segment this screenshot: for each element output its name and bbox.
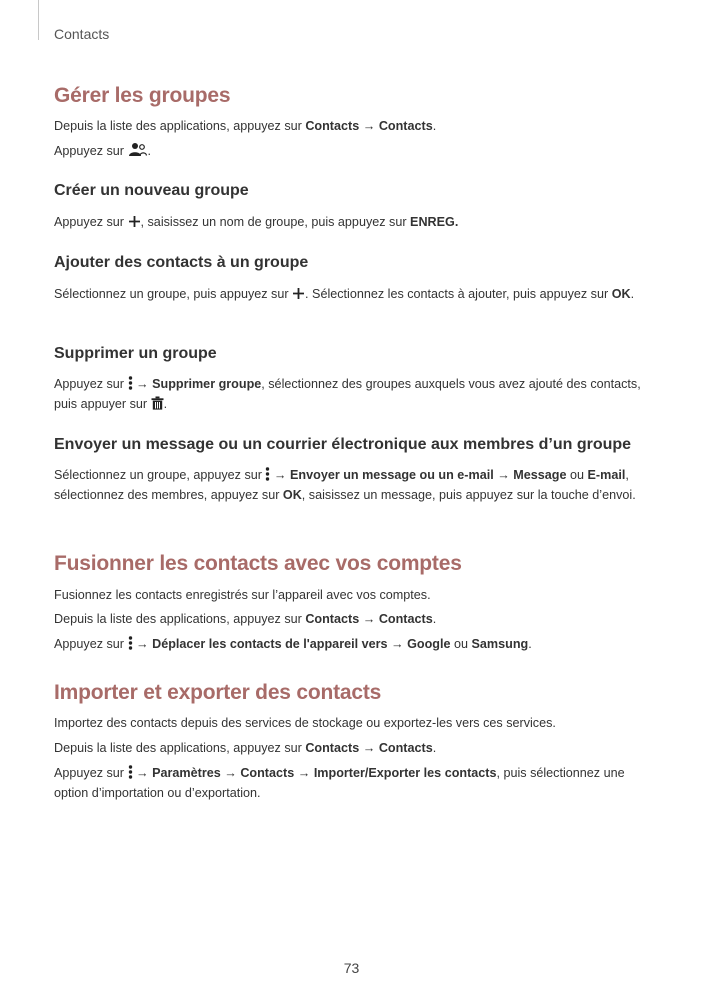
section-title-merge: Fusionner les contacts avec vos comptes xyxy=(54,552,462,575)
plus-icon xyxy=(292,287,305,300)
merge-intro: Depuis la liste des applications, appuyez sur Contacts → Contacts. xyxy=(54,612,437,626)
import-line1: Importez des contacts depuis des services de stockage ou exportez-les vers ces services. xyxy=(54,716,556,730)
page-number: 73 xyxy=(343,960,360,976)
subsection-title-send-message: Envoyer un message ou un courrier électronique aux membres d’un groupe xyxy=(54,436,632,453)
trash-icon xyxy=(151,396,164,410)
section-title-import-export: Importer et exporter des contacts xyxy=(54,681,382,704)
delete-group-text: Appuyez sur → Supprimer groupe, sélectionnez des groupes auxquels vous avez ajouté des contacts, puis appuyer sur . xyxy=(54,377,641,411)
import-tap: Appuyez sur → Paramètres → Contacts → Importer/Exporter les contacts, puis sélectionnez une option d’importation ou d’exportation. xyxy=(54,766,625,800)
groups-tap: Appuyez sur . xyxy=(54,144,152,158)
send-message-text: Sélectionnez un groupe, appuyez sur → Envoyer un message ou un e-mail → Message ou E-mail, sélectionnez des membres, appuyez sur OK, saisissez un message, puis appuyez sur la touche d’envoi. xyxy=(54,468,636,502)
section-title-groups: Gérer les groupes xyxy=(54,84,231,107)
create-group-text: Appuyez sur , saisissez un nom de groupe, puis appuyez sur ENREG. xyxy=(54,215,459,229)
groups-icon xyxy=(128,142,148,157)
groups-intro: Depuis la liste des applications, appuyez sur Contacts → Contacts. xyxy=(54,119,437,133)
merge-line1: Fusionnez les contacts enregistrés sur l’appareil avec vos comptes. xyxy=(54,588,431,602)
header-rule xyxy=(38,0,39,40)
plus-icon xyxy=(128,215,141,228)
merge-tap: Appuyez sur → Déplacer les contacts de l'appareil vers → Google ou Samsung. xyxy=(54,637,532,651)
subsection-title-add-contacts: Ajouter des contacts à un groupe xyxy=(54,254,309,271)
import-intro: Depuis la liste des applications, appuyez sur Contacts → Contacts. xyxy=(54,741,437,755)
subsection-title-create-group: Créer un nouveau groupe xyxy=(54,182,249,199)
subsection-title-delete-group: Supprimer un groupe xyxy=(54,345,217,362)
add-contacts-text: Sélectionnez un groupe, puis appuyez sur . Sélectionnez les contacts à ajouter, puis appuyez sur OK. xyxy=(54,287,635,301)
running-header: Contacts xyxy=(54,26,110,42)
